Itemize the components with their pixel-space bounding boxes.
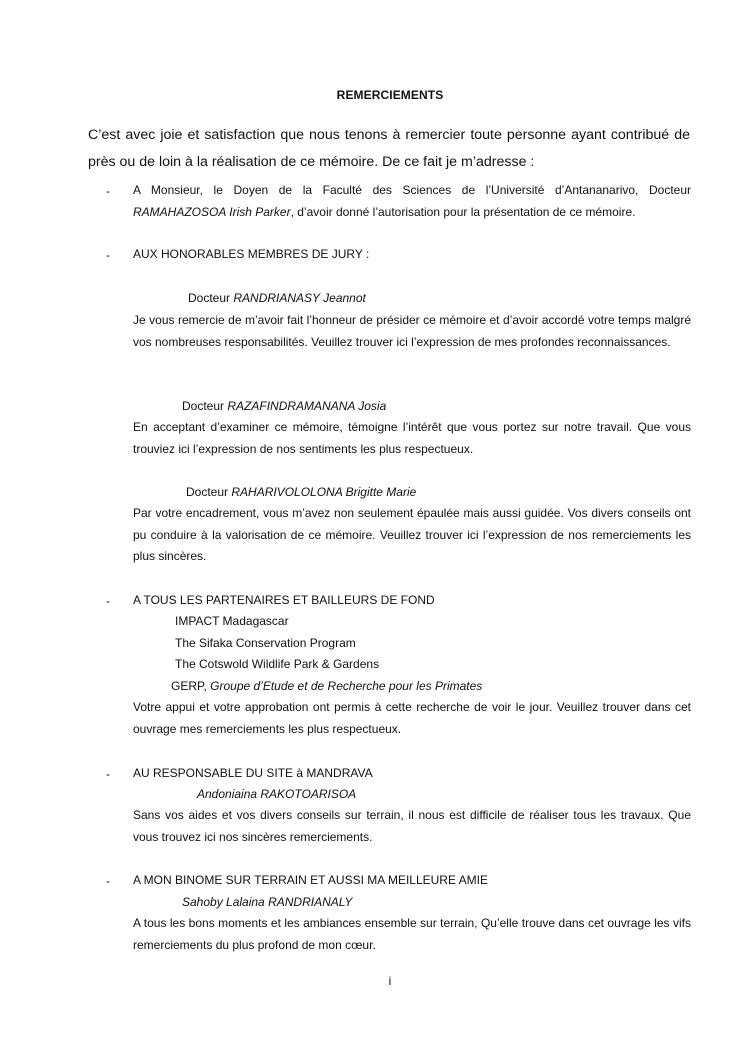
jury-member-2-fullname: RAZAFINDRAMANANA Josia [227,399,387,413]
partners-heading: A TOUS LES PARTENAIRES ET BAILLEURS DE FOND [133,593,435,607]
site-heading: AU RESPONSABLE DU SITE à MANDRAVA [133,766,373,780]
jury-member-1-name [188,288,366,309]
binome-text: A tous les bons moments et les ambiances ensemble sur terrain, Qu’elle trouve dans cet ouvrage les vifs remerciements du plus profond de mon cœur. [133,916,691,952]
doyen-paragraph [133,180,691,223]
page-title: REMERCIEMENTS [336,88,444,102]
bullet-dash: - [106,248,110,262]
partner-item: The Sifaka Conservation Program [175,636,356,650]
partner-gerp-full: Groupe d’Etude et de Recherche pour les Primates [210,679,483,693]
jury-member-2-text: En acceptant d’examiner ce mémoire, témoigne l’intérêt que vous portez sur notre travail. Que vous trouviez ici l’expression de nos sentiments les plus respectueux. [133,420,691,456]
jury-member-2-title: Docteur [182,399,228,413]
partner-gerp [171,676,482,697]
partner-item: IMPACT Madagascar [175,614,289,628]
jury-member-1-fullname: RANDRIANASY Jeannot [233,291,366,305]
intro-paragraph: C’est avec joie et satisfaction que nous tenons à remercier toute personne ayant contribué de près ou de loin à la réalisation de ce mémoire. De ce fait je m’adresse : [88,127,690,170]
jury-member-3-title: Docteur [186,485,232,499]
bullet-dash: - [106,594,110,608]
site-person-name [197,784,356,805]
site-text: Sans vos aides et vos divers conseils sur terrain, il nous est difficile de réaliser tous les travaux. Que vous trouvez ici nos sincères remerciements. [133,808,691,844]
partner-gerp-abbr: GERP, [171,679,211,693]
bullet-dash: - [106,874,110,888]
binome-heading: A MON BINOME SUR TERRAIN ET AUSSI MA MEILLEURE AMIE [133,873,488,887]
partners-text: Votre appui et votre approbation ont permis à cette recherche de voir le jour. Veuillez trouver dans cet ouvrage mes remerciements les plus respectueux. [133,700,691,736]
page-number: i [388,974,392,988]
jury-member-2-name [182,396,386,417]
site-person-fullname: Andoniaina RAKOTOARISOA [197,787,357,801]
jury-member-1-title: Docteur [188,291,234,305]
jury-member-3-text: Par votre encadrement, vous m’avez non seulement épaulée mais aussi guidée. Vos divers conseils ont pu conduire à la valorisation de ce mémoire. Veuillez trouver ici l’expression de nos remerciements les plus sincères. [133,506,691,564]
jury-member-1-text: Je vous remercie de m’avoir fait l’honneur de présider ce mémoire et d’avoir accordé votre temps malgré vos nombreuses responsabilités. Veuillez trouver ici l’expression de mes profondes reconnaissances. [133,313,691,349]
bullet-dash: - [106,767,110,781]
jury-member-3-name [186,482,416,503]
doyen-name: RAMAHAZOSOA Irish Parker [133,204,291,219]
bullet-dash: - [106,184,110,198]
doyen-text: A Monsieur, le Doyen de la Faculté des Sciences de l’Université d’Antananarivo, Docteur [133,183,691,197]
jury-heading: AUX HONORABLES MEMBRES DE JURY : [133,247,370,261]
partner-item: The Cotswold Wildlife Park & Gardens [175,657,380,671]
jury-member-3-fullname: RAHARIVOLOLONA Brigitte Marie [231,485,417,499]
doyen-text-end: , d’avoir donné l’autorisation pour la présentation de ce mémoire. [290,204,636,219]
binome-person-fullname: Sahoby Lalaina RANDRIANALY [182,895,353,909]
binome-person-name [182,892,352,913]
